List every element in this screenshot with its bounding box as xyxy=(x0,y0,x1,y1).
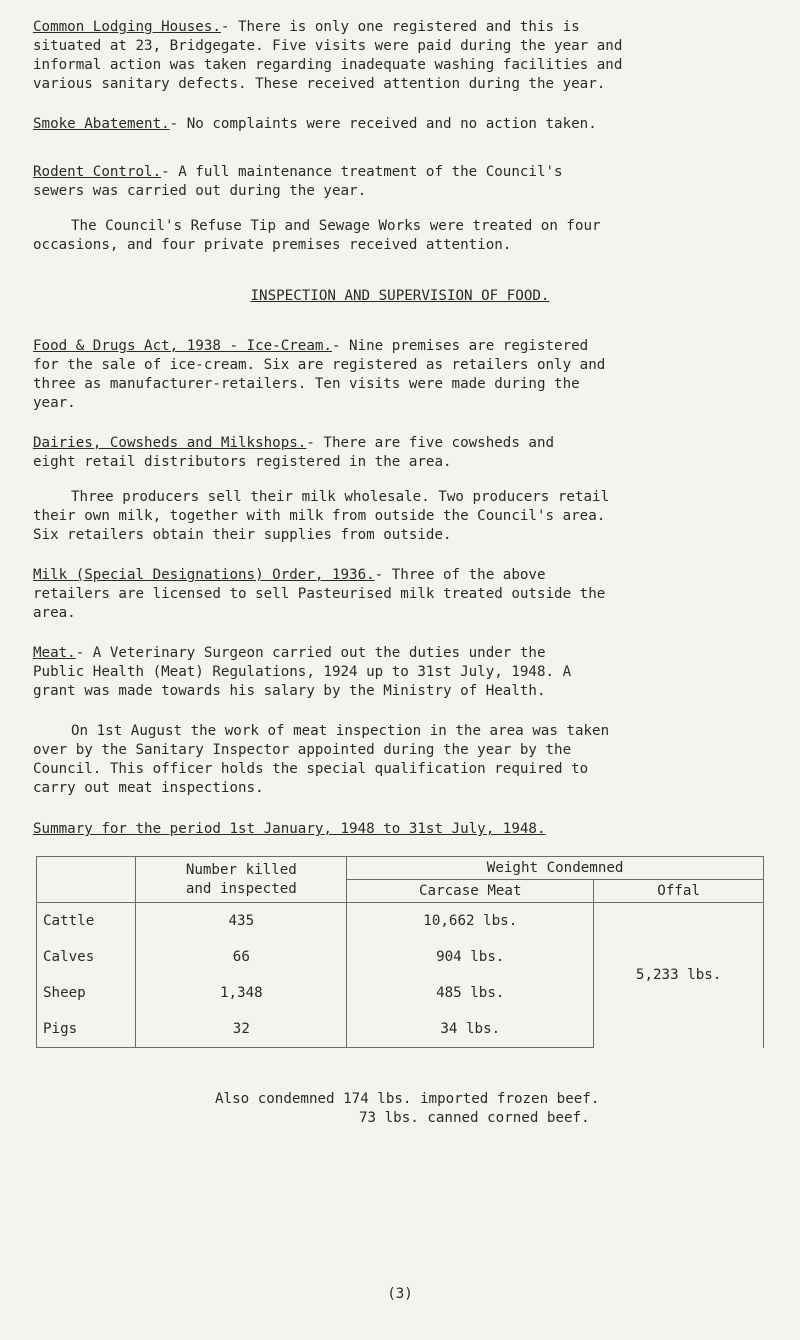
header-weight: Weight Condemned xyxy=(347,857,764,880)
meat-line2: Public Health (Meat) Regulations, 1924 up to 31st July, 1948. A xyxy=(33,664,572,680)
row-killed: 32 xyxy=(136,1011,347,1048)
milk-line3: area. xyxy=(33,605,76,621)
lodging-line1: - There is only one registered and this is xyxy=(220,19,580,35)
milk-heading: Milk (Special Designations) Order, 1936. xyxy=(33,567,375,583)
also-line2: 73 lbs. canned corned beef. xyxy=(359,1110,590,1126)
milk-line1: - Three of the above xyxy=(374,567,546,583)
row-carcase: 34 lbs. xyxy=(347,1011,594,1048)
section-title xyxy=(0,287,800,306)
refuse-line1: The Council's Refuse Tip and Sewage Works were treated on four xyxy=(71,218,601,234)
summary-heading-text: Summary for the period 1st January, 1948 to 31st July, 1948. xyxy=(33,821,546,837)
lodging-paragraph xyxy=(33,18,785,94)
header-killed xyxy=(136,857,347,903)
smoke-text: - No complaints were received and no action taken. xyxy=(169,116,597,132)
producers-paragraph xyxy=(33,488,785,545)
meat-paragraph xyxy=(33,644,785,701)
milk-paragraph xyxy=(33,566,785,623)
producers-line3: Six retailers obtain their supplies from outside. xyxy=(33,527,452,543)
icecream-line3: three as manufacturer-retailers. Ten visits were made during the xyxy=(33,376,580,392)
also-condemned xyxy=(215,1090,599,1128)
header-animal xyxy=(37,857,136,903)
milk-line2: retailers are licensed to sell Pasteurised milk treated outside the xyxy=(33,586,606,602)
dairies-heading: Dairies, Cowsheds and Milkshops. xyxy=(33,435,307,451)
inspection-line3: Council. This officer holds the special qualification required to xyxy=(33,761,589,777)
row-carcase: 904 lbs. xyxy=(347,939,594,975)
smoke-paragraph xyxy=(33,115,785,134)
meat-summary-table xyxy=(36,856,764,1048)
producers-line2: their own milk, together with milk from outside the Council's area. xyxy=(33,508,606,524)
icecream-heading: Food & Drugs Act, 1938 - Ice-Cream. xyxy=(33,338,332,354)
meat-line1: - A Veterinary Surgeon carried out the duties under the xyxy=(75,645,546,661)
row-killed: 66 xyxy=(136,939,347,975)
row-animal: Pigs xyxy=(37,1011,136,1048)
refuse-line2: occasions, and four private premises received attention. xyxy=(33,237,512,253)
offal-total: 5,233 lbs. xyxy=(594,903,764,1048)
table-row xyxy=(37,903,764,940)
icecream-paragraph xyxy=(33,337,785,413)
icecream-line4: year. xyxy=(33,395,76,411)
header-offal: Offal xyxy=(594,880,764,903)
smoke-heading: Smoke Abatement. xyxy=(33,116,170,132)
row-animal: Calves xyxy=(37,939,136,975)
dairies-line2: eight retail distributors registered in the area. xyxy=(33,454,452,470)
lodging-heading: Common Lodging Houses. xyxy=(33,19,221,35)
meat-heading: Meat. xyxy=(33,645,76,661)
row-killed: 435 xyxy=(136,903,347,940)
inspection-paragraph xyxy=(33,722,785,798)
dairies-paragraph xyxy=(33,434,785,472)
lodging-line4: various sanitary defects. These received attention during the year. xyxy=(33,76,606,92)
table-header-row xyxy=(37,857,764,880)
rodent-line1: - A full maintenance treatment of the Council's xyxy=(161,164,563,180)
row-carcase: 485 lbs. xyxy=(347,975,594,1011)
inspection-line4: carry out meat inspections. xyxy=(33,780,264,796)
row-animal: Sheep xyxy=(37,975,136,1011)
inspection-line2: over by the Sanitary Inspector appointed during the year by the xyxy=(33,742,572,758)
rodent-heading: Rodent Control. xyxy=(33,164,162,180)
icecream-line2: for the sale of ice-cream. Six are registered as retailers only and xyxy=(33,357,606,373)
row-animal: Cattle xyxy=(37,903,136,940)
meat-line3: grant was made towards his salary by the Ministry of Health. xyxy=(33,683,546,699)
header-carcase: Carcase Meat xyxy=(347,880,594,903)
rodent-line2: sewers was carried out during the year. xyxy=(33,183,367,199)
icecream-line1: - Nine premises are registered xyxy=(331,338,589,354)
summary-heading xyxy=(33,820,785,839)
row-carcase: 10,662 lbs. xyxy=(347,903,594,940)
rodent-paragraph xyxy=(33,163,785,201)
refuse-paragraph xyxy=(33,217,785,255)
dairies-line1: - There are five cowsheds and xyxy=(306,435,555,451)
inspection-line1: On 1st August the work of meat inspection in the area was taken xyxy=(71,723,610,739)
page-number: (3) xyxy=(387,1286,413,1302)
header-killed-line2: and inspected xyxy=(185,880,297,897)
lodging-line3: informal action was taken regarding inadequate washing facilities and xyxy=(33,57,623,73)
section-title-text: INSPECTION AND SUPERVISION OF FOOD. xyxy=(250,288,550,304)
producers-line1: Three producers sell their milk wholesale. Two producers retail xyxy=(71,489,610,505)
also-line1: Also condemned 174 lbs. imported frozen beef. xyxy=(215,1091,600,1107)
row-killed: 1,348 xyxy=(136,975,347,1011)
lodging-line2: situated at 23, Bridgegate. Five visits were paid during the year and xyxy=(33,38,623,54)
header-killed-line1: Number killed xyxy=(185,861,297,878)
